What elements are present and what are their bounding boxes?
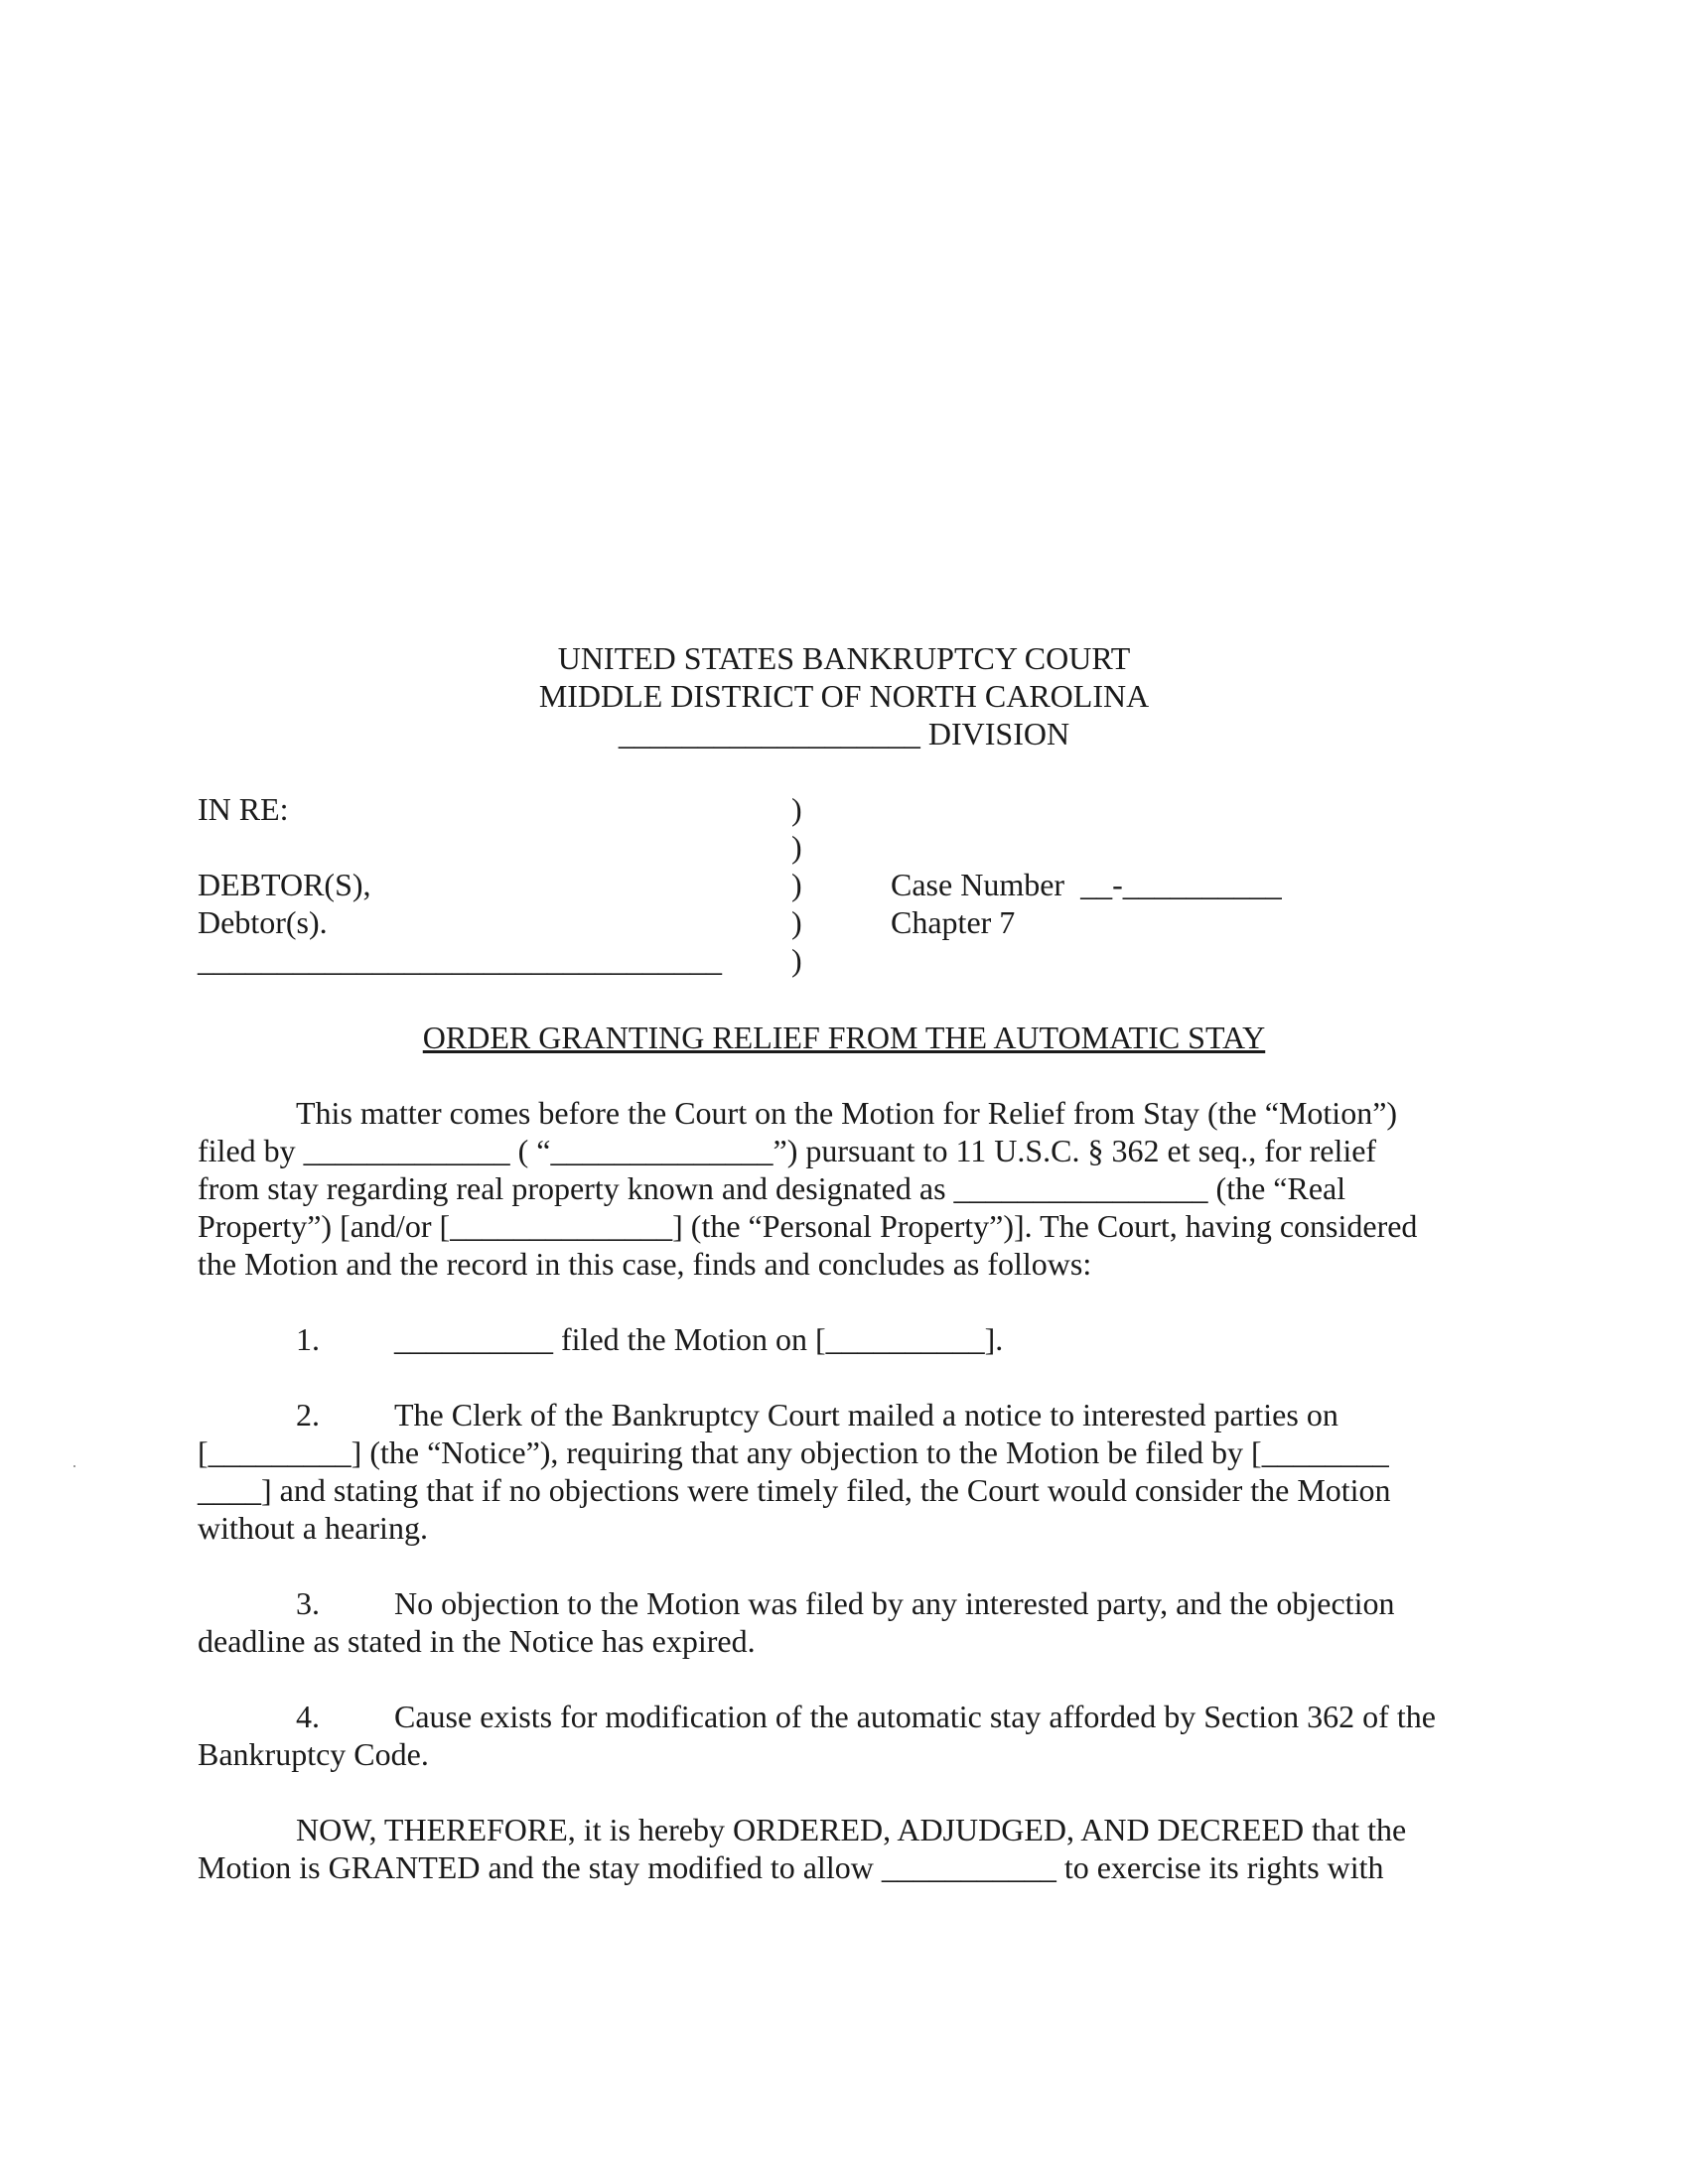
court-name: UNITED STATES BANKRUPTCY COURT bbox=[557, 640, 1131, 676]
decree-line: NOW, THEREFORE, it is hereby ORDERED, ADJUDGED, AND DECREED that the bbox=[296, 1812, 1407, 1847]
finding-line: Bankruptcy Code. bbox=[198, 1736, 429, 1772]
chapter-label: Chapter 7 bbox=[891, 904, 1016, 940]
finding-number: 4. bbox=[296, 1699, 320, 1734]
caption-paren: ) bbox=[791, 904, 802, 940]
caption-paren: ) bbox=[791, 942, 802, 978]
finding-line: The Clerk of the Bankruptcy Court mailed a notice to interested parties on bbox=[394, 1397, 1338, 1433]
finding-line: No objection to the Motion was filed by any interested party, and the objection bbox=[394, 1585, 1395, 1621]
case-number-label: Case Number bbox=[891, 867, 1065, 902]
caption-paren: ) bbox=[791, 867, 802, 902]
case-number-value: __-__________ bbox=[1080, 867, 1282, 902]
finding-line: __________ filed the Motion on [__________]. bbox=[394, 1321, 1004, 1357]
intro-line: the Motion and the record in this case, finds and concludes as follows: bbox=[198, 1246, 1092, 1282]
scan-speck bbox=[73, 1465, 75, 1467]
finding-line: ____] and stating that if no objections were timely filed, the Court would consider the Motion bbox=[198, 1472, 1391, 1508]
debtor-label: Debtor(s). bbox=[198, 904, 328, 940]
order-title: ORDER GRANTING RELIEF FROM THE AUTOMATIC STAY bbox=[422, 1020, 1266, 1055]
finding-line: Cause exists for modification of the automatic stay afforded by Section 362 of the bbox=[394, 1699, 1436, 1734]
case-number bbox=[891, 866, 1282, 903]
finding-line: deadline as stated in the Notice has expired. bbox=[198, 1623, 756, 1659]
intro-line: from stay regarding real property known and designated as ________________ (the “Real bbox=[198, 1170, 1346, 1206]
caption-paren: ) bbox=[791, 829, 802, 865]
intro-line: Property”) [and/or [______________] (the “Personal Property”)]. The Court, having considered bbox=[198, 1208, 1418, 1244]
intro-line: This matter comes before the Court on the Motion for Relief from Stay (the “Motion”) bbox=[296, 1095, 1398, 1131]
court-division: ___________________ DIVISION bbox=[618, 716, 1070, 751]
intro-line: filed by _____________ ( “______________”) pursuant to 11 U.S.C. § 362 et seq., for relief bbox=[198, 1133, 1377, 1168]
finding-line: [_________] (the “Notice”), requiring that any objection to the Motion be filed by [________ bbox=[198, 1434, 1389, 1470]
finding-line: without a hearing. bbox=[198, 1510, 428, 1546]
debtor-caps-label: DEBTOR(S), bbox=[198, 867, 371, 902]
court-district: MIDDLE DISTRICT OF NORTH CAROLINA bbox=[538, 678, 1150, 714]
finding-number: 1. bbox=[296, 1321, 320, 1357]
decree-line: Motion is GRANTED and the stay modified to allow ___________ to exercise its rights with bbox=[198, 1849, 1384, 1885]
caption-paren: ) bbox=[791, 791, 802, 827]
finding-number: 3. bbox=[296, 1585, 320, 1621]
in-re-label: IN RE: bbox=[198, 791, 289, 827]
finding-number: 2. bbox=[296, 1397, 320, 1433]
caption-signature-line: _________________________________ bbox=[198, 942, 722, 978]
